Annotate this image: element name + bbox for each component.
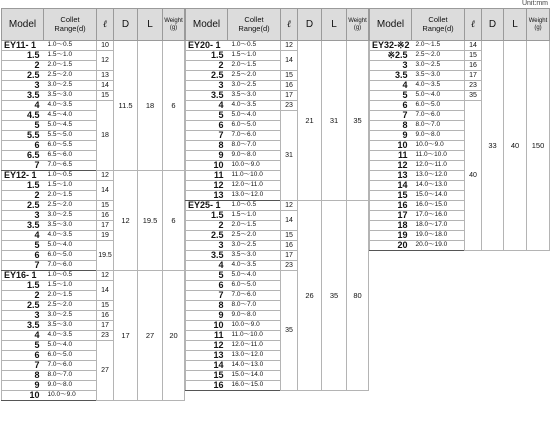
header-weight: Weight (g) <box>527 9 550 41</box>
collet-range: 1.5〜1.0 <box>228 51 281 61</box>
model-size: 5 <box>2 241 44 251</box>
collet-range: 2.5〜2.0 <box>44 71 97 81</box>
model-size: 2.5 <box>186 231 228 241</box>
weight-value: 6 <box>163 171 185 271</box>
model-size: 11 <box>186 331 228 341</box>
q-length: 15 <box>281 71 298 81</box>
collet-range: 1.0〜0.5 <box>44 171 97 181</box>
q-length: 40 <box>465 101 482 251</box>
model-size: 15 <box>186 371 228 381</box>
collet-range: 3.0〜2.5 <box>44 81 97 91</box>
model-size: 8 <box>186 141 228 151</box>
header-q: ℓ <box>465 9 482 41</box>
model-size: 3 <box>370 61 412 71</box>
model-size: 1.5 <box>186 51 228 61</box>
model-size: 8 <box>2 371 44 381</box>
collet-range: 18.0〜17.0 <box>412 221 465 231</box>
model-size: 10 <box>2 391 44 401</box>
collet-range: 7.0〜6.0 <box>44 361 97 371</box>
header-l: L <box>504 9 527 41</box>
header-d: D <box>114 9 138 41</box>
q-length: 14 <box>281 211 298 231</box>
model-size: 2 <box>2 61 44 71</box>
model-number: EY11- 1 <box>2 41 44 51</box>
model-size: 12 <box>186 341 228 351</box>
q-length: 12 <box>97 51 114 71</box>
collet-range: 2.5〜2.0 <box>228 231 281 241</box>
collet-range: 2.0〜1.5 <box>228 221 281 231</box>
collet-range: 10.0〜9.0 <box>44 391 97 401</box>
collet-range: 14.0〜13.0 <box>412 181 465 191</box>
q-length: 17 <box>281 91 298 101</box>
d-value: 11.5 <box>114 41 138 171</box>
collet-range: 6.0〜5.0 <box>44 351 97 361</box>
q-length: 31 <box>281 111 298 201</box>
l-value: 40 <box>504 41 527 251</box>
collet-range: 3.5〜3.0 <box>228 251 281 261</box>
collet-range: 2.0〜1.5 <box>44 291 97 301</box>
q-length: 10 <box>97 41 114 51</box>
model-size: 9 <box>2 381 44 391</box>
q-length: 12 <box>281 41 298 51</box>
collet-range: 15.0〜14.0 <box>228 371 281 381</box>
collet-range: 7.0〜6.0 <box>44 261 97 271</box>
model-size: 2.5 <box>186 71 228 81</box>
collet-range: 12.0〜11.0 <box>412 161 465 171</box>
collet-range: 6.5〜6.0 <box>44 151 97 161</box>
model-size: 4 <box>186 101 228 111</box>
q-length: 16 <box>97 311 114 321</box>
model-size: 4 <box>2 231 44 241</box>
collet-range: 11.0〜10.0 <box>228 331 281 341</box>
model-size: 5 <box>186 111 228 121</box>
collet-range: 4.0〜3.5 <box>44 331 97 341</box>
model-size: 2 <box>186 221 228 231</box>
model-size: 6 <box>186 281 228 291</box>
model-size: 4 <box>2 331 44 341</box>
collet-range: 3.0〜2.5 <box>228 241 281 251</box>
model-size: 4 <box>2 101 44 111</box>
q-length: 14 <box>97 81 114 91</box>
q-length: 14 <box>97 181 114 201</box>
model-number: EY32-※2 <box>370 41 412 51</box>
model-size: 9 <box>186 151 228 161</box>
collet-range: 2.0〜1.5 <box>412 41 465 51</box>
collet-range: 2.0〜1.5 <box>44 191 97 201</box>
model-size: 12 <box>186 181 228 191</box>
q-length: 15 <box>281 231 298 241</box>
header-l: L <box>138 9 163 41</box>
collet-range: 10.0〜9.0 <box>412 141 465 151</box>
collet-range: 1.0〜0.5 <box>228 201 281 211</box>
model-size: 13 <box>186 191 228 201</box>
model-size: 15 <box>370 191 412 201</box>
q-length: 16 <box>281 81 298 91</box>
collet-range: 8.0〜7.0 <box>44 371 97 381</box>
q-length: 14 <box>281 51 298 71</box>
collet-range: 4.0〜3.5 <box>44 101 97 111</box>
d-value: 17 <box>114 271 138 401</box>
header-q: ℓ <box>281 9 298 41</box>
collet-spec-table-ey32 <box>369 8 550 251</box>
model-size: 5 <box>186 271 228 281</box>
model-size: 17 <box>370 211 412 221</box>
d-value: 26 <box>298 201 322 391</box>
model-size: 6.5 <box>2 151 44 161</box>
model-size: 18 <box>370 221 412 231</box>
collet-range: 4.0〜3.5 <box>228 101 281 111</box>
header-model: Model <box>2 9 44 41</box>
q-length: 18 <box>97 101 114 171</box>
header-weight: Weight (g) <box>347 9 369 41</box>
unit-label: Unit:mm <box>521 0 548 7</box>
collet-range: 3.5〜3.0 <box>44 91 97 101</box>
model-size: 4 <box>186 261 228 271</box>
header-weight: Weight (g) <box>163 9 185 41</box>
collet-range: 6.0〜5.0 <box>44 251 97 261</box>
model-size: 14 <box>370 181 412 191</box>
collet-range: 1.5〜1.0 <box>44 51 97 61</box>
model-size: ※2.5 <box>370 51 412 61</box>
l-value: 18 <box>138 41 163 171</box>
table-row <box>186 201 369 211</box>
collet-range: 1.5〜1.0 <box>44 281 97 291</box>
collet-range: 5.0〜4.0 <box>412 91 465 101</box>
l-value: 31 <box>322 41 347 201</box>
model-size: 6 <box>186 121 228 131</box>
collet-range: 13.0〜12.0 <box>228 351 281 361</box>
collet-range: 16.0〜15.0 <box>228 381 281 391</box>
model-number: EY25- 1 <box>186 201 228 211</box>
collet-range: 2.0〜1.5 <box>44 61 97 71</box>
d-value: 33 <box>482 41 504 251</box>
q-length: 16 <box>465 61 482 71</box>
collet-range: 5.0〜4.0 <box>44 341 97 351</box>
model-size: 1.5 <box>2 281 44 291</box>
collet-range: 9.0〜8.0 <box>412 131 465 141</box>
model-size: 16 <box>370 201 412 211</box>
d-value: 21 <box>298 41 322 201</box>
model-size: 4 <box>370 81 412 91</box>
model-size: 2.5 <box>2 201 44 211</box>
model-size: 3.5 <box>186 91 228 101</box>
header-d: D <box>298 9 322 41</box>
collet-range: 4.0〜3.5 <box>228 261 281 271</box>
q-length: 15 <box>97 201 114 211</box>
collet-range: 1.5〜1.0 <box>44 181 97 191</box>
collet-range: 3.0〜2.5 <box>412 61 465 71</box>
model-size: 1.5 <box>186 211 228 221</box>
collet-range: 5.0〜4.0 <box>44 241 97 251</box>
table-row <box>2 41 185 51</box>
collet-range: 7.0〜6.0 <box>412 111 465 121</box>
collet-range: 8.0〜7.0 <box>228 301 281 311</box>
model-size: 9 <box>370 131 412 141</box>
model-size: 14 <box>186 361 228 371</box>
q-length: 15 <box>97 301 114 311</box>
model-size: 7 <box>2 161 44 171</box>
q-length: 23 <box>97 331 114 341</box>
collet-spec-table-ey11-ey16 <box>1 8 185 401</box>
model-size: 3.5 <box>2 321 44 331</box>
model-size: 9 <box>186 311 228 321</box>
q-length: 14 <box>97 281 114 301</box>
collet-range: 5.0〜4.0 <box>228 271 281 281</box>
collet-range: 11.0〜10.0 <box>228 171 281 181</box>
model-size: 3.5 <box>2 91 44 101</box>
l-value: 27 <box>138 271 163 401</box>
model-size: 5.5 <box>2 131 44 141</box>
collet-range: 9.0〜8.0 <box>44 381 97 391</box>
l-value: 35 <box>322 201 347 391</box>
q-length: 15 <box>97 91 114 101</box>
model-size: 20 <box>370 241 412 251</box>
q-length: 12 <box>97 171 114 181</box>
collet-range: 1.0〜0.5 <box>44 41 97 51</box>
collet-range: 17.0〜16.0 <box>412 211 465 221</box>
l-value: 19.5 <box>138 171 163 271</box>
collet-range: 3.5〜3.0 <box>44 221 97 231</box>
collet-range: 4.0〜3.5 <box>44 231 97 241</box>
collet-range: 6.0〜5.0 <box>228 281 281 291</box>
model-number: EY12- 1 <box>2 171 44 181</box>
model-size: 1.5 <box>2 51 44 61</box>
collet-range: 6.0〜5.0 <box>228 121 281 131</box>
header-l: L <box>322 9 347 41</box>
weight-value: 80 <box>347 201 369 391</box>
q-length: 12 <box>281 201 298 211</box>
model-size: 8 <box>370 121 412 131</box>
q-length: 35 <box>281 271 298 391</box>
header-row <box>370 9 550 41</box>
model-size: 8 <box>186 301 228 311</box>
collet-range: 2.5〜2.0 <box>44 301 97 311</box>
q-length: 17 <box>281 251 298 261</box>
model-size: 3 <box>2 81 44 91</box>
model-size: 3.5 <box>186 251 228 261</box>
collet-range: 19.0〜18.0 <box>412 231 465 241</box>
collet-range: 1.5〜1.0 <box>228 211 281 221</box>
collet-range: 3.5〜3.0 <box>412 71 465 81</box>
collet-range: 3.5〜3.0 <box>44 321 97 331</box>
model-number: EY16- 1 <box>2 271 44 281</box>
header-model: Model <box>370 9 412 41</box>
collet-range: 11.0〜10.0 <box>412 151 465 161</box>
model-size: 6 <box>370 101 412 111</box>
weight-value: 20 <box>163 271 185 401</box>
collet-range: 2.5〜2.0 <box>412 51 465 61</box>
q-length: 16 <box>281 241 298 251</box>
collet-range: 10.0〜9.0 <box>228 161 281 171</box>
q-length: 19.5 <box>97 241 114 271</box>
collet-range: 4.5〜4.0 <box>44 111 97 121</box>
model-size: 7 <box>370 111 412 121</box>
header-row <box>186 9 369 41</box>
model-size: 7 <box>186 131 228 141</box>
model-size: 5 <box>370 91 412 101</box>
q-length: 17 <box>97 321 114 331</box>
collet-range: 5.5〜5.0 <box>44 131 97 141</box>
q-length: 15 <box>465 51 482 61</box>
model-size: 2.5 <box>2 301 44 311</box>
weight-value: 35 <box>347 41 369 201</box>
collet-range: 6.0〜5.5 <box>44 141 97 151</box>
weight-value: 6 <box>163 41 185 171</box>
collet-range: 15.0〜14.0 <box>412 191 465 201</box>
collet-range: 9.0〜8.0 <box>228 311 281 321</box>
collet-range: 10.0〜9.0 <box>228 321 281 331</box>
model-size: 2 <box>186 61 228 71</box>
model-size: 5 <box>2 341 44 351</box>
weight-value: 150 <box>527 41 550 251</box>
header-d: D <box>482 9 504 41</box>
collet-range: 12.0〜11.0 <box>228 341 281 351</box>
model-size: 13 <box>370 171 412 181</box>
model-size: 10 <box>186 161 228 171</box>
collet-range: 2.5〜2.0 <box>228 71 281 81</box>
collet-range: 5.0〜4.5 <box>44 121 97 131</box>
collet-range: 8.0〜7.0 <box>228 141 281 151</box>
model-size: 11 <box>370 151 412 161</box>
collet-range: 4.0〜3.5 <box>412 81 465 91</box>
model-size: 19 <box>370 231 412 241</box>
model-size: 3 <box>2 311 44 321</box>
header-collet-range: Collet Range(d) <box>44 9 97 41</box>
collet-range: 7.0〜6.5 <box>44 161 97 171</box>
collet-range: 20.0〜19.0 <box>412 241 465 251</box>
model-number: EY20- 1 <box>186 41 228 51</box>
table-row <box>370 41 550 51</box>
q-length: 23 <box>281 261 298 271</box>
model-size: 6 <box>2 251 44 261</box>
header-collet-range: Collet Range(d) <box>412 9 465 41</box>
q-length: 14 <box>465 41 482 51</box>
model-size: 2 <box>2 191 44 201</box>
q-length: 35 <box>465 91 482 101</box>
collet-range: 12.0〜11.0 <box>228 181 281 191</box>
collet-range: 13.0〜12.0 <box>228 191 281 201</box>
q-length: 12 <box>97 271 114 281</box>
model-size: 11 <box>186 171 228 181</box>
collet-range: 7.0〜6.0 <box>228 291 281 301</box>
collet-range: 6.0〜5.0 <box>412 101 465 111</box>
q-length: 27 <box>97 341 114 401</box>
collet-range: 3.0〜2.5 <box>44 311 97 321</box>
collet-range: 13.0〜12.0 <box>412 171 465 181</box>
model-size: 6 <box>2 351 44 361</box>
model-size: 4.5 <box>2 111 44 121</box>
q-length: 16 <box>97 211 114 221</box>
model-size: 1.5 <box>2 181 44 191</box>
header-collet-range: Collet Range(d) <box>228 9 281 41</box>
collet-range: 7.0〜6.0 <box>228 131 281 141</box>
table-row <box>2 271 185 281</box>
q-length: 23 <box>281 101 298 111</box>
collet-range: 1.0〜0.5 <box>228 41 281 51</box>
model-size: 16 <box>186 381 228 391</box>
collet-spec-table-ey20-ey25 <box>185 8 369 391</box>
d-value: 12 <box>114 171 138 271</box>
table-row <box>186 41 369 51</box>
model-size: 5 <box>2 121 44 131</box>
model-size: 12 <box>370 161 412 171</box>
model-size: 2.5 <box>2 71 44 81</box>
model-size: 7 <box>186 291 228 301</box>
collet-range: 1.0〜0.5 <box>44 271 97 281</box>
table-row <box>2 171 185 181</box>
collet-range: 2.0〜1.5 <box>228 61 281 71</box>
collet-range: 5.0〜4.0 <box>228 111 281 121</box>
model-size: 13 <box>186 351 228 361</box>
collet-range: 9.0〜8.0 <box>228 151 281 161</box>
model-size: 3 <box>186 241 228 251</box>
model-size: 10 <box>186 321 228 331</box>
model-size: 7 <box>2 261 44 271</box>
collet-range: 16.0〜15.0 <box>412 201 465 211</box>
q-length: 23 <box>465 81 482 91</box>
model-size: 3.5 <box>2 221 44 231</box>
q-length: 13 <box>97 71 114 81</box>
q-length: 17 <box>97 221 114 231</box>
collet-range: 3.5〜3.0 <box>228 91 281 101</box>
model-size: 3.5 <box>370 71 412 81</box>
header-row <box>2 9 185 41</box>
model-size: 2 <box>2 291 44 301</box>
model-size: 3 <box>186 81 228 91</box>
collet-range: 2.5〜2.0 <box>44 201 97 211</box>
q-length: 17 <box>465 71 482 81</box>
collet-range: 3.0〜2.5 <box>44 211 97 221</box>
header-q: ℓ <box>97 9 114 41</box>
model-size: 3 <box>2 211 44 221</box>
q-length: 19 <box>97 231 114 241</box>
header-model: Model <box>186 9 228 41</box>
collet-range: 14.0〜13.0 <box>228 361 281 371</box>
collet-range: 3.0〜2.5 <box>228 81 281 91</box>
model-size: 6 <box>2 141 44 151</box>
model-size: 10 <box>370 141 412 151</box>
model-size: 7 <box>2 361 44 371</box>
collet-range: 8.0〜7.0 <box>412 121 465 131</box>
